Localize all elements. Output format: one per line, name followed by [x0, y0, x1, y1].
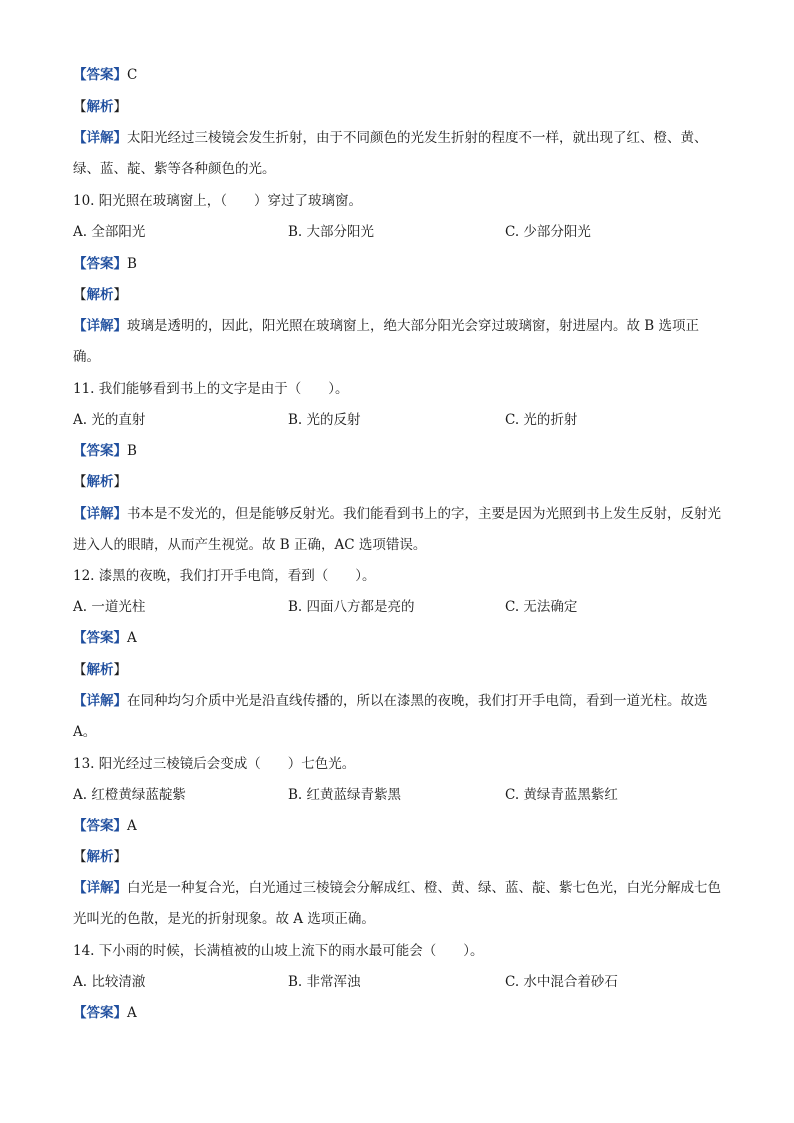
answer-value: A	[127, 818, 137, 834]
option-c: C. 黄绿青蓝黑紫红	[505, 787, 618, 803]
answer-tag: 【答案】	[73, 818, 127, 834]
answer-tag: 【答案】	[73, 1005, 127, 1021]
detail-paragraph	[73, 123, 725, 185]
answer-line	[73, 254, 137, 274]
answer-tag: 【答案】	[73, 630, 127, 646]
answer-line	[73, 816, 137, 836]
detail-tag: 【详解】	[73, 318, 127, 334]
option-b: B. 四面八方都是亮的	[288, 599, 415, 615]
analysis-heading: 【解析】	[73, 849, 127, 865]
detail-tag: 【详解】	[73, 506, 127, 522]
analysis-heading: 【解析】	[73, 662, 127, 678]
detail-text: 玻璃是透明的，因此，阳光照在玻璃窗上，绝大部分阳光会穿过玻璃窗，射进屋内。故 B 选项正确。	[73, 318, 700, 365]
analysis-tag: 解析	[86, 287, 114, 303]
detail-paragraph	[73, 686, 725, 748]
option-a: A. 光的直射	[73, 412, 146, 428]
detail-tag: 【详解】	[73, 693, 127, 709]
answer-value: A	[127, 1005, 137, 1021]
option-c: C. 少部分阳光	[505, 224, 591, 240]
detail-paragraph	[73, 873, 725, 935]
detail-tag: 【详解】	[73, 130, 127, 146]
option-b: B. 红黄蓝绿青紫黑	[288, 787, 402, 803]
answer-value: C	[127, 67, 138, 83]
analysis-tag: 解析	[86, 99, 114, 115]
question-14: 14. 下小雨的时候，长满植被的山坡上流下的雨水最可能会（ ）。	[73, 943, 484, 959]
analysis-heading: 【解析】	[73, 287, 127, 303]
answer-line	[73, 628, 137, 648]
detail-text: 白光是一种复合光，白光通过三棱镜会分解成红、橙、黄、绿、蓝、靛、紫七色光，白光分解成七色光叫光的色散，是光的折射现象。故 A 选项正确。	[73, 880, 721, 927]
answer-line	[73, 1003, 137, 1023]
option-c: C. 无法确定	[505, 599, 578, 615]
option-a: A. 全部阳光	[73, 224, 146, 240]
option-a: A. 比较清澈	[73, 974, 146, 990]
option-a: A. 一道光柱	[73, 599, 146, 615]
option-a: A. 红橙黄绿蓝靛紫	[73, 787, 186, 803]
analysis-tag: 解析	[86, 474, 114, 490]
answer-value: B	[127, 256, 137, 272]
detail-text: 书本是不发光的，但是能够反射光。我们能看到书上的字，主要是因为光照到书上发生反射，反射光进入人的眼睛，从而产生视觉。故 B 正确，AC 选项错误。	[73, 506, 721, 553]
detail-tag: 【详解】	[73, 880, 127, 896]
option-b: B. 大部分阳光	[288, 224, 375, 240]
analysis-heading: 【解析】	[73, 474, 127, 490]
detail-paragraph	[73, 311, 725, 373]
option-c: C. 水中混合着砂石	[505, 974, 618, 990]
answer-line	[73, 441, 137, 461]
answer-value: B	[127, 443, 137, 459]
detail-paragraph	[73, 499, 725, 561]
detail-text: 在同种均匀介质中光是沿直线传播的，所以在漆黑的夜晚，我们打开手电筒，看到一道光柱。故选 A。	[73, 693, 708, 740]
option-b: B. 非常浑浊	[288, 974, 361, 990]
answer-value: A	[127, 630, 137, 646]
question-10: 10. 阳光照在玻璃窗上，（ ）穿过了玻璃窗。	[73, 193, 363, 209]
answer-line	[73, 65, 137, 85]
question-12: 12. 漆黑的夜晚，我们打开手电筒，看到（ ）。	[73, 568, 376, 584]
option-b: B. 光的反射	[288, 412, 361, 428]
analysis-tag: 解析	[86, 849, 114, 865]
question-11: 11. 我们能够看到书上的文字是由于（ ）。	[73, 381, 349, 397]
detail-text: 太阳光经过三棱镜会发生折射，由于不同颜色的光发生折射的程度不一样，就出现了红、橙、黄、绿、蓝、靛、紫等各种颜色的光。	[73, 130, 708, 177]
answer-tag: 【答案】	[73, 67, 127, 83]
answer-tag: 【答案】	[73, 443, 127, 459]
analysis-tag: 解析	[86, 662, 114, 678]
option-c: C. 光的折射	[505, 412, 578, 428]
answer-tag: 【答案】	[73, 256, 127, 272]
analysis-heading: 【解析】	[73, 99, 127, 115]
question-13: 13. 阳光经过三棱镜后会变成（ ）七色光。	[73, 756, 356, 772]
